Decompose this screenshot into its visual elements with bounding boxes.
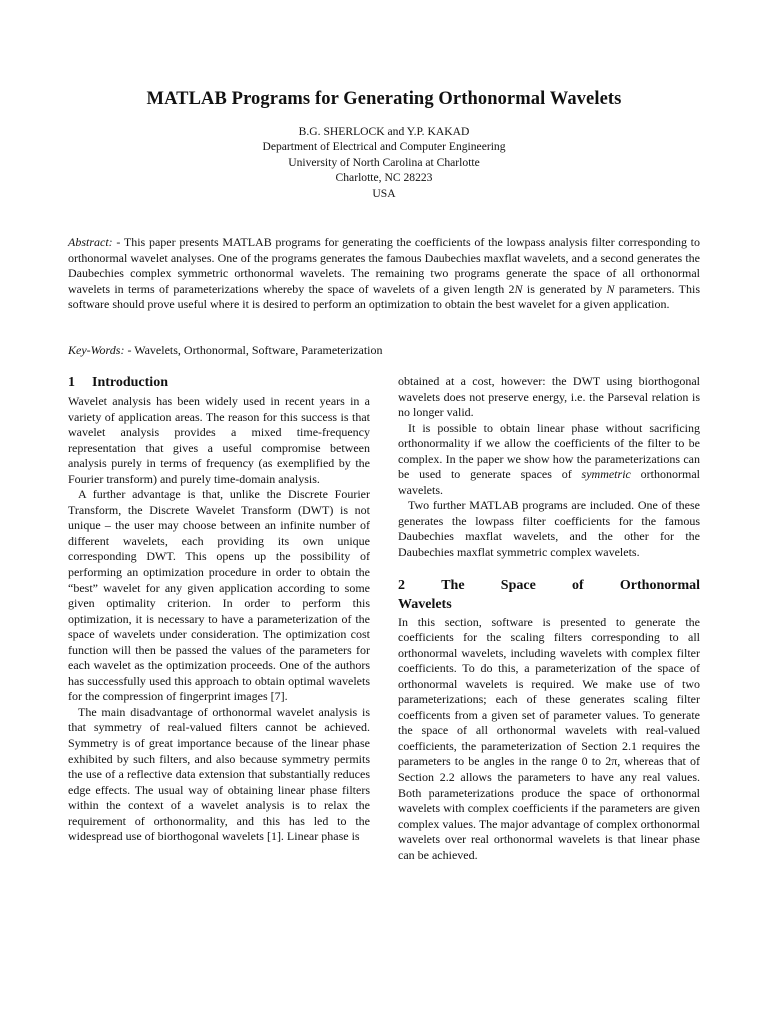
intro-paragraph-1: Wavelet analysis has been widely used in recent years in a variety of application areas. The reason for this success is that wavelet analysis provides a mixed time-frequency representation that gives a useful compromise between analysis purely in terms of frequency (as exemplified by the Fourier transform) and purely time-domain analysis. [68, 394, 370, 486]
abstract-label: Abstract: [68, 235, 113, 249]
abstract-n2: N [606, 281, 615, 296]
author-block [0, 124, 768, 201]
intro-paragraph-6: Two further MATLAB programs are included. One of these generates the lowpass filter coefficients for the famous Daubechies maxflat wavelets, and the other for the Daubechies maxflat symmetric complex wavelets. [398, 498, 700, 560]
intro-paragraph-5-a: It is possible to obtain linear phase without sacrificing orthonormality if we allow the coefficients of the filter to be complex. In the paper we show how the parameterizations can be used to generate spaces of [398, 420, 700, 482]
left-column [68, 374, 370, 845]
intro-paragraph-5-em: symmetric [581, 467, 631, 482]
section-2-word-3: of [572, 577, 584, 593]
section-1-number: 1 [68, 375, 75, 390]
abstract-n1: N [514, 281, 523, 296]
right-column [398, 374, 700, 863]
section-2-zero: 0 [581, 754, 588, 769]
paper-title: MATLAB Programs for Generating Orthonormal Wavelets [146, 89, 622, 109]
intro-paragraph-2: A further advantage is that, unlike the Discrete Fourier Transform, the Discrete Wavelet Transform (DWT) is not unique – the user may choose between an infinite number of different wavelets, each providing its own unique corresponding DWT. This opens up the possibility of performing an optimization procedure in order to obtain the “best” wavelet for any given application according to some given optimality criterion. In order to perform this optimization, it is necessary to have a parameterization of the space of wavelets under consideration. The optimization cost function will then be passed the values of the parameters for each wavelet as the optimization proceeds. One of the authors has successfully used this approach to obtain optimal wavelets for the compression of fingerprint images [7]. [68, 487, 370, 704]
intro-paragraph-3: The main disadvantage of orthonormal wavelet analysis is that symmetry of real-valued filters cannot be achieved. Symmetry is of great importance because of the linear phase exhibited by such filters, and also because symmetry permits the use of a reflective data extension that substantially reduces edge effects. The usual way of obtaining linear phase filters within the context of a wavelet analysis is to relax the requirement of orthonormality, and this has led to the widespread use of biorthogonal wavelets [1]. Linear phase is [68, 704, 370, 844]
section-2-word-1: The [441, 577, 465, 593]
author-names: B.G. SHERLOCK and Y.P. KAKAD [298, 125, 470, 138]
author-university: University of North Carolina at Charlotte [288, 155, 480, 169]
intro-paragraph-5 [398, 421, 700, 499]
section-2-paragraph-1-a: In this section, software is presented to generate the coefficients for the scaling filters corresponding to all orthonormal wavelets, including wavelets with complex filter coefficients. To do this, a parameterization of the space of orthonormal wavelets is required. We make use of two parameterizations; each of these generates scaling filter coefficents from a given set of parameter values. To generate the space of all orthonormal wavelets with real-valued coefficients, the parameterization of Section 2.1 requires the parameters to be angles in the range [398, 614, 700, 769]
intro-paragraph-5-b: orthonormal wavelets. [398, 467, 700, 497]
section-2-word-2: Space [500, 577, 536, 593]
section-1-title: Introduction [92, 375, 168, 390]
abstract-text-1: - This paper presents MATLAB programs for generating the coefficients of the lowpass analysis filter corresponding to orthonormal wavelet analyses. One of the programs generates the famous Daubechies maxflat wavelets, and a second generates the Daubechies complex symmetric orthonormal wavelets. The remaining two programs generate the space of all orthonormal wavelets in terms of parameterizations whereby the space of wavelets of a given length [68, 235, 700, 296]
section-2-number: 2 [398, 577, 405, 593]
intro-paragraph-4: obtained at a cost, however: the DWT using biorthogonal wavelets does not preserve energy, i.e. the Parseval relation is no longer valid. [398, 374, 700, 420]
keywords [68, 343, 700, 359]
section-2-paragraph-1 [398, 615, 700, 864]
section-1-heading [68, 374, 370, 392]
author-city: Charlotte, NC 28223 [335, 171, 433, 185]
section-2-heading-line-2: Wavelets [398, 596, 452, 612]
keywords-text: - Wavelets, Orthonormal, Software, Parameterization [124, 343, 383, 357]
section-2-word-4: Orthonormal [619, 577, 700, 593]
abstract [68, 235, 700, 313]
section-2-paragraph-1-b: , whereas that of Section 2.2 allows the parameters to have any real values. Both parameterizations produce the space of orthonormal wavelets with complex coefficients if the parameters are given complex values. The major advantage of complex orthonormal wavelets over real orthonormal wavelets is that linear phase can be achieved. [398, 754, 700, 862]
keywords-label: Key-Words: [68, 343, 125, 357]
abstract-two: 2 [508, 281, 515, 296]
section-2-heading [398, 577, 700, 595]
abstract-text-3: parameters. This software should prove useful where it is desired to perform an optimization to obtain the best wavelet for a given application. [68, 281, 700, 312]
abstract-text-2: is generated by [522, 281, 607, 296]
author-department: Department of Electrical and Computer Engineering [262, 140, 506, 154]
section-2-two-pi: 2π [605, 754, 618, 769]
section-spacer [398, 561, 700, 577]
section-2-to: to [587, 754, 606, 769]
author-country: USA [372, 186, 396, 200]
